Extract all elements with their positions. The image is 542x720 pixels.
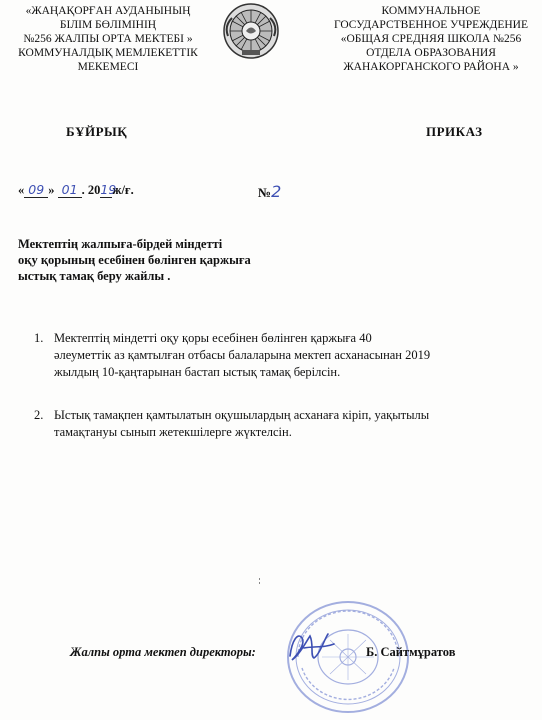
header-left-line: КОММУНАЛДЫҚ МЕМЛЕКЕТТІК bbox=[18, 47, 198, 59]
order-number bbox=[258, 182, 281, 201]
subject-line: оқу қорының есебінен бөлінген қаржыға bbox=[18, 253, 251, 267]
order-item-line: әлеуметтік аз қамтылған отбасы балаларына мектеп асханасынан 2019 bbox=[54, 348, 431, 362]
header-right-russian bbox=[322, 4, 540, 74]
order-items-list bbox=[34, 330, 530, 467]
order-subject bbox=[18, 236, 318, 284]
header-left-line: «ЖАҢАҚОРҒАН АУДАНЫНЫҢ bbox=[25, 5, 191, 17]
order-number-label: № bbox=[258, 185, 272, 200]
header-right-line: ГОСУДАРСТВЕННОЕ УЧРЕЖДЕНИЕ bbox=[333, 19, 529, 31]
date-year-prefix: . 20 bbox=[81, 183, 101, 197]
subject-line: Мектептің жалпыға-бірдей міндетті bbox=[18, 237, 223, 251]
order-item-line: Ыстық тамақпен қамтылатын оқушылардың асханаға кіріп, уақытылы bbox=[54, 408, 430, 422]
date-open-quote: « bbox=[18, 183, 25, 197]
header-right-line: ОТДЕЛА ОБРАЗОВАНИЯ bbox=[366, 47, 496, 59]
order-item bbox=[34, 407, 530, 441]
order-item-line: тамақтануы сынып жетекшілерге жүктелсін. bbox=[54, 425, 292, 439]
doc-type-kazakh: БҰЙРЫҚ bbox=[66, 124, 128, 139]
handwritten-signature-icon bbox=[284, 626, 340, 670]
doc-type-russian: ПРИКАЗ bbox=[426, 124, 483, 139]
order-item-number: 1. bbox=[34, 331, 44, 345]
order-item-line: жылдың 10-қаңтарынан бастап ыстық тамақ берілсін. bbox=[54, 365, 341, 379]
state-emblem-icon bbox=[222, 2, 280, 60]
date-year-unit: ж/ғ. bbox=[112, 183, 134, 197]
date-year-suffix: 19 bbox=[100, 182, 117, 197]
header-left-kazakh bbox=[4, 4, 212, 74]
order-number-value: 2 bbox=[271, 182, 282, 201]
signatory-name: Б. Сайтмұратов bbox=[366, 645, 456, 659]
signatory-title: Жалпы орта мектеп директоры: bbox=[70, 645, 256, 659]
header-right-line: «ОБЩАЯ СРЕДНЯЯ ШКОЛА №256 bbox=[340, 33, 522, 45]
order-item bbox=[34, 330, 530, 381]
date-close-quote: » bbox=[48, 183, 55, 197]
scan-speck-icon bbox=[258, 578, 261, 586]
header-left-line: БІЛІМ БӨЛІМІНІҢ bbox=[59, 19, 157, 31]
order-date bbox=[18, 182, 134, 198]
date-month: 01 bbox=[58, 182, 82, 198]
order-item-number: 2. bbox=[34, 408, 44, 422]
header-right-line: КОММУНАЛЬНОЕ bbox=[381, 5, 481, 17]
subject-line: ыстық тамақ беру жайлы . bbox=[18, 269, 171, 283]
header-left-line: №256 ЖАЛПЫ ОРТА МЕКТЕБІ » bbox=[23, 33, 193, 45]
header-left-line: МЕКЕМЕСІ bbox=[77, 61, 139, 73]
header-right-line: ЖАНАКОРГАНСКОГО РАЙОНА » bbox=[343, 61, 519, 73]
order-item-line: Мектептің міндетті оқу қоры есебінен бөлінген қаржыға 40 bbox=[54, 331, 372, 345]
date-day: 09 bbox=[24, 182, 48, 198]
